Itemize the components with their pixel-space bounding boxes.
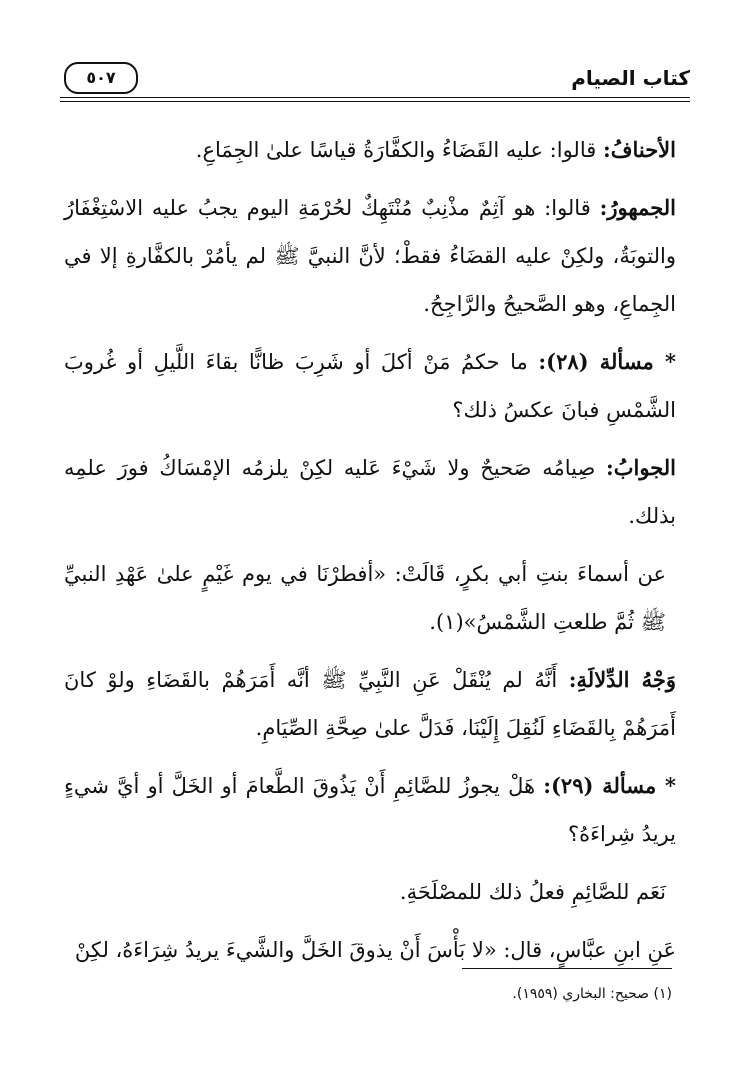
paragraph-question-29 — [64, 762, 676, 858]
hadith-text: عن أسماءَ بنتِ أبي بكرٍ، قَالَتْ: «أفطرْنَا في يوم غَيْمٍ علىٰ عَهْدِ النبيِّ ﷺ ثُمَّ طلعتِ الشَّمْسُ»(١). — [64, 562, 666, 634]
hadith-text: عَنِ ابنِ عبَّاسٍ، قال: «لا بَأْسَ أَنْ يذوقَ الخَلَّ والشَّيءَ يريدُ شِرَاءَهُ، لكِنْ — [74, 938, 676, 962]
question-text: ما حكمُ مَنْ أكلَ أو شَرِبَ ظانًّا بقاءَ اللَّيلِ أو غُروبَ الشَّمْسِ فبانَ عكسُ ذلك؟ — [64, 350, 676, 422]
footnote-separator — [462, 968, 672, 969]
question-number: * مسألة (٢٩): — [543, 773, 677, 798]
paragraph-hadith-asma — [64, 550, 676, 646]
page-body — [64, 126, 676, 984]
paragraph-jumhur — [64, 184, 676, 328]
paragraph-question-28 — [64, 338, 676, 434]
paragraph-lead: الأحنافُ: — [602, 137, 676, 162]
paragraph-evidence — [64, 656, 676, 752]
evidence-lead: وَجْهُ الدِّلالَةِ: — [568, 667, 676, 692]
question-number: * مسألة (٢٨): — [538, 349, 676, 374]
paragraph-lead: الجمهورُ: — [599, 195, 676, 220]
answer-text: صِيامُه صَحيحٌ ولا شَيْءَ عَليه لكِنْ يلزمُه الإمْسَاكُ فورَ علمِه بذلك. — [64, 456, 676, 528]
footnote: (١) صحيح: البخاري (١٩٥٩). — [512, 986, 672, 1002]
page-header — [60, 60, 690, 100]
paragraph-text: قالوا: عليه القَضَاءُ والكفَّارَةُ قياسًا علىٰ الجِمَاعِ. — [195, 138, 603, 162]
answer-text: نَعَم للصَّائِمِ فعلُ ذلك للمصْلَحَةِ. — [399, 880, 666, 904]
paragraph-ahnaf — [64, 126, 676, 174]
paragraph-answer-yes — [64, 868, 676, 916]
paragraph-hadith-ibn-abbas — [64, 926, 676, 974]
page-number-badge: ٥٠٧ — [64, 62, 138, 94]
evidence-text: أَنَّهُ لم يُنْقَلْ عَنِ النَّبِيِّ ﷺ أنَّه أَمَرَهُمْ بالقَضَاءِ ولوْ كانَ أَمَرَهُمْ بِالقَضَاءِ لَنُقِلَ إِلَيْنَا، فَدَلَّ علىٰ صِحَّةِ الصِّيَامِ. — [64, 668, 676, 740]
paragraph-answer — [64, 444, 676, 540]
running-title: كتاب الصيام — [571, 66, 690, 90]
paragraph-text: قالوا: هو آثِمٌ مذْنِبٌ مُنْتَهِكٌ لحُرْمَةِ اليوم يجبُ عليه الاسْتِغْفَارُ والتوبَةُ، ولكِنْ عليه القضَاءُ فقطْ؛ لأنَّ النبيَّ ﷺ لم يأمُرْ بالكفَّارةِ إلا في الجِماعِ، وهو الصَّحيحُ والرَّاجِحُ. — [64, 196, 676, 316]
header-rule-thin — [60, 101, 690, 102]
header-rule — [60, 97, 690, 98]
answer-lead: الجوابُ: — [606, 455, 676, 480]
question-text: هَلْ يجوزُ للصَّائِمِ أَنْ يَذُوقَ الطَّعامَ أو الخَلَّ أو أيَّ شيءٍ يريدُ شِراءَهُ؟ — [64, 774, 676, 846]
